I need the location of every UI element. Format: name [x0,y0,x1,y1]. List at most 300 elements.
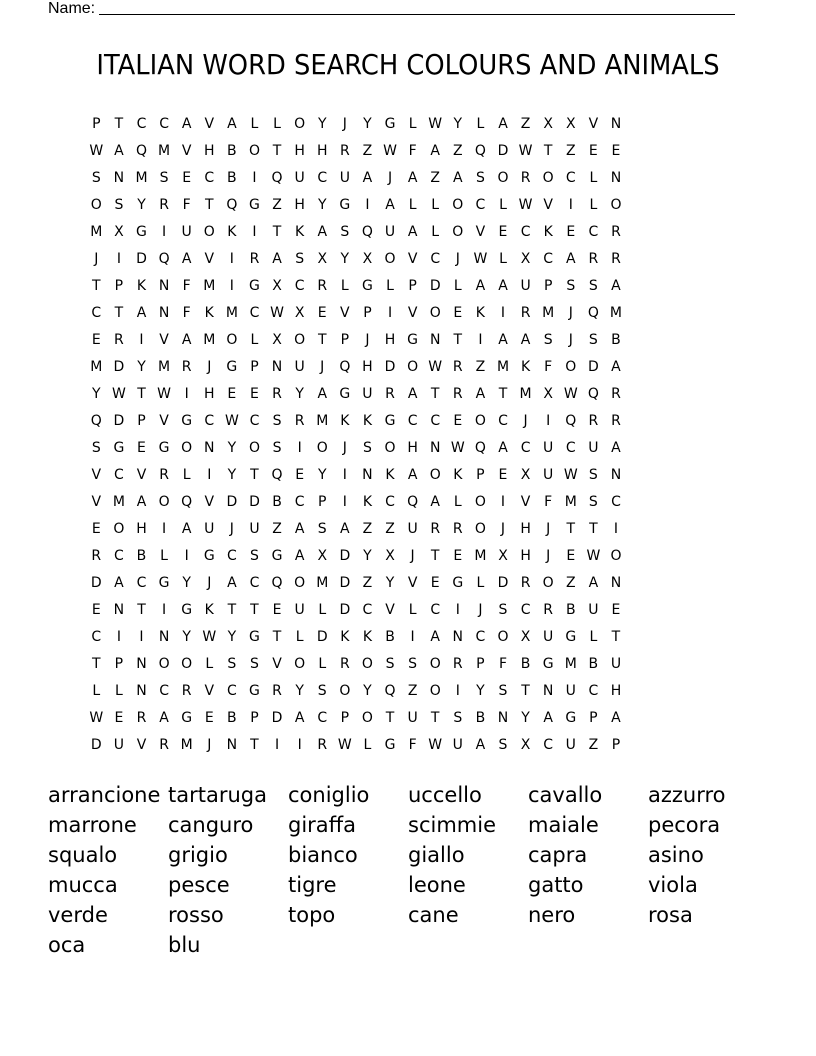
grid-letter: Y [363,548,372,564]
grid-letter: T [137,602,146,618]
grid-letter: Y [182,575,191,591]
grid-row [85,653,627,680]
grid-letter: V [204,251,215,267]
grid-letter: G [271,548,283,564]
grid-letter: C [588,224,599,240]
grid-letter: Q [226,197,238,213]
grid-letter: C [159,683,169,699]
grid-letter: Q [587,305,599,321]
grid-letter: I [252,224,257,240]
grid-letter: P [340,710,350,726]
grid-row [85,221,627,248]
grid-letter: X [520,251,531,267]
grid-letter: P [318,494,327,510]
grid-letter: Y [227,440,237,456]
grid-letter: N [226,737,238,753]
grid-letter: N [158,629,170,645]
grid-letter: Z [362,521,373,537]
grid-letter: O [429,467,441,483]
grid-letter: M [474,548,487,564]
grid-letter: I [365,197,370,213]
grid-letter: O [226,332,238,348]
grid-letter: C [430,413,441,429]
grid-letter: A [181,332,192,348]
grid-letter: N [542,683,554,699]
grid-letter: L [499,197,507,213]
grid-letter: U [113,737,125,753]
grid-letter: J [229,521,234,537]
grid-letter: S [588,467,598,483]
grid-letter: E [453,413,463,429]
grid-letter: N [204,440,215,456]
grid-letter: B [565,602,576,618]
grid-letter: G [136,224,147,240]
grid-row [85,113,627,140]
grid-letter: T [521,683,530,699]
grid-letter: A [114,575,124,591]
grid-letter: G [565,710,577,726]
grid-letter: W [428,116,443,132]
grid-letter: C [159,116,169,132]
grid-row [85,464,627,491]
grid-letter: X [520,467,531,483]
grid-letter: Y [363,116,372,132]
grid-letter: Q [474,440,486,456]
grid-letter: X [317,548,328,564]
grid-letter: I [184,386,189,402]
grid-letter: F [498,656,508,672]
grid-letter: I [139,332,144,348]
grid-letter: P [476,467,485,483]
grid-letter: V [588,116,599,132]
grid-letter: R [339,656,350,672]
grid-letter: S [498,737,508,753]
grid-letter: T [114,116,124,132]
grid-letter: Q [271,575,283,591]
grid-letter: M [158,143,171,159]
grid-letter: Y [363,683,372,699]
grid-letter: C [520,224,531,240]
grid-letter: C [565,170,576,186]
grid-letter: R [272,386,282,402]
grid-letter: K [136,278,147,294]
grid-letter: N [610,575,622,591]
grid-letter: L [453,278,462,294]
grid-letter: I [229,278,234,294]
grid-letter: H [204,143,215,159]
grid-letter: A [340,521,350,537]
grid-letter: V [91,494,102,510]
grid-letter: C [520,602,531,618]
grid-letter: P [476,656,485,672]
word-list-item: giraffa [288,813,357,837]
grid-letter: D [316,629,328,645]
grid-letter: Z [430,170,440,186]
grid-letter: M [225,305,238,321]
grid-letter: A [114,143,124,159]
grid-letter: U [204,521,215,537]
grid-letter: J [523,413,528,429]
grid-letter: V [136,467,147,483]
grid-letter: V [181,143,192,159]
grid-letter: A [136,305,147,321]
grid-letter: O [294,332,306,348]
grid-letter: N [158,305,170,321]
grid-row [85,329,627,356]
grid-letter: E [453,548,463,564]
grid-letter: U [294,170,305,186]
grid-letter: O [610,548,622,564]
grid-letter: N [497,710,509,726]
grid-letter: P [92,116,101,132]
grid-letter: M [316,575,329,591]
grid-letter: Z [362,575,373,591]
grid-row [85,356,627,383]
grid-letter: X [520,737,531,753]
grid-letter: S [272,440,282,456]
word-list-item: coniglio [288,783,370,807]
grid-letter: I [116,251,121,267]
grid-letter: T [498,386,508,402]
grid-letter: E [250,386,259,402]
grid-letter: W [270,305,284,321]
word-list-item: cavallo [528,783,603,807]
grid-letter: Q [90,413,102,429]
grid-letter: H [316,143,328,159]
grid-letter: P [408,278,417,294]
grid-letter: L [273,116,281,132]
grid-letter: A [430,494,440,510]
grid-letter: I [455,602,460,618]
grid-row [85,437,627,464]
grid-letter: I [139,629,144,645]
grid-letter: T [385,710,395,726]
grid-letter: I [613,521,619,537]
grid-letter: R [159,197,169,213]
grid-letter: C [226,683,237,699]
grid-letter: O [90,197,102,213]
grid-letter: L [114,683,123,699]
grid-letter: P [589,710,598,726]
grid-letter: E [566,548,576,564]
grid-letter: O [248,440,260,456]
grid-letter: R [588,413,599,429]
grid-letter: U [407,710,418,726]
grid-letter: J [546,548,551,564]
word-list-item: squalo [48,843,118,867]
grid-letter: K [340,413,350,429]
grid-letter: A [498,278,508,294]
grid-letter: X [543,386,553,402]
grid-letter: O [452,197,464,213]
grid-letter: G [249,278,260,294]
grid-letter: F [182,278,191,294]
grid-letter: V [520,494,531,510]
grid-letter: T [137,386,146,402]
grid-letter: G [249,683,260,699]
grid-letter: R [543,602,554,618]
word-list-item: azzurro [648,783,726,807]
grid-letter: K [204,602,214,618]
grid-letter: Q [361,224,373,240]
grid-letter: C [249,575,260,591]
grid-letter: W [224,413,239,429]
grid-letter: L [431,197,440,213]
grid-letter: X [543,116,553,132]
grid-letter: J [320,359,325,375]
grid-letter: R [159,467,169,483]
grid-letter: U [520,278,531,294]
grid-letter: G [113,440,125,456]
grid-letter: I [297,737,302,753]
grid-letter: V [204,494,215,510]
grid-letter: A [317,224,328,240]
grid-letter: V [407,305,418,321]
grid-letter: C [385,494,395,510]
grid-letter: M [609,305,622,321]
grid-letter: S [475,170,485,186]
grid-row [85,383,627,410]
grid-letter: F [182,197,191,213]
grid-letter: I [162,521,167,537]
grid-letter: D [429,278,441,294]
grid-letter: N [158,278,170,294]
grid-letter: A [565,251,576,267]
grid-letter: D [136,251,147,267]
grid-letter: L [363,737,372,753]
grid-letter: I [207,467,212,483]
grid-letter: O [452,224,464,240]
grid-letter: Y [317,116,327,132]
grid-row [85,248,627,275]
grid-letter: C [249,413,260,429]
grid-letter: J [500,521,506,537]
grid-letter: A [611,278,621,294]
grid-letter: C [136,116,147,132]
grid-letter: U [565,737,576,753]
grid-letter: K [520,359,531,375]
grid-letter: D [90,737,102,753]
grid-letter: A [385,197,395,213]
grid-letter: N [136,656,147,672]
grid-letter: H [294,197,305,213]
grid-letter: O [294,116,306,132]
grid-letter: E [182,170,192,186]
grid-letter: N [271,359,283,375]
grid-letter: O [158,656,170,672]
grid-letter: V [340,305,350,321]
grid-letter: L [182,467,191,483]
grid-letter: M [203,332,216,348]
grid-letter: N [429,440,441,456]
grid-letter: G [226,359,238,375]
word-list-item: uccello [408,783,482,807]
grid-letter: C [498,413,508,429]
grid-letter: O [429,656,441,672]
grid-letter: U [588,440,599,456]
grid-letter: I [116,629,121,645]
grid-letter: C [136,575,147,591]
grid-letter: E [272,602,282,618]
grid-letter: R [317,278,328,294]
grid-letter: O [474,521,486,537]
grid-letter: J [94,251,99,267]
grid-letter: O [294,656,306,672]
grid-row [85,410,627,437]
grid-letter: S [385,656,395,672]
grid-letter: G [384,116,396,132]
grid-letter: K [362,494,373,510]
grid-letter: X [385,548,395,564]
grid-letter: Y [295,386,304,402]
word-list-item: blu [168,933,201,957]
grid-letter: A [136,494,147,510]
grid-letter: B [227,170,237,186]
grid-letter: Z [385,521,395,537]
grid-letter: W [586,548,601,564]
grid-letter: E [137,440,146,456]
grid-letter: A [407,224,418,240]
grid-letter: U [249,521,260,537]
grid-letter: G [203,548,215,564]
grid-letter: M [112,494,125,510]
grid-letter: O [542,575,554,591]
grid-letter: C [226,548,237,564]
grid-letter: L [499,251,507,267]
word-list-item: canguro [168,813,254,837]
grid-letter: U [610,656,622,672]
grid-letter: G [158,575,170,591]
grid-letter: A [317,386,328,402]
grid-letter: L [295,629,304,645]
grid-letter: W [428,737,443,753]
grid-letter: O [565,359,577,375]
grid-letter: U [362,386,373,402]
grid-letter: X [520,629,531,645]
grid-letter: O [429,305,441,321]
grid-letter: X [498,548,508,564]
grid-letter: O [407,359,419,375]
grid-letter: T [92,656,101,672]
word-list-item: tigre [288,873,337,897]
grid-letter: A [543,710,553,726]
grid-letter: S [340,224,350,240]
grid-letter: L [476,116,485,132]
grid-letter: G [565,629,577,645]
grid-letter: K [204,305,214,321]
grid-letter: N [610,116,622,132]
grid-letter: S [588,332,598,348]
grid-letter: W [473,251,488,267]
grid-letter: K [543,224,553,240]
grid-letter: O [361,710,373,726]
grid-letter: E [566,224,576,240]
grid-letter: G [181,413,193,429]
grid-letter: T [92,278,101,294]
grid-letter: S [453,710,463,726]
grid-letter: G [339,386,351,402]
grid-letter: N [452,629,464,645]
grid-letter: R [159,737,169,753]
grid-row [85,707,627,734]
grid-letter: R [611,413,621,429]
grid-letter: Z [407,683,418,699]
word-list-item: rosa [648,903,693,927]
grid-letter: Z [565,575,576,591]
grid-letter: N [610,467,622,483]
grid-letter: R [91,548,102,564]
grid-letter: O [474,413,486,429]
grid-letter: P [363,305,372,321]
word-list-item: asino [648,843,704,867]
grid-letter: R [611,386,621,402]
grid-letter: E [611,602,621,618]
grid-letter: M [519,386,532,402]
grid-letter: J [478,602,483,618]
grid-letter: R [452,521,463,537]
grid-letter: X [294,305,305,321]
grid-letter: V [204,683,215,699]
grid-letter: T [543,143,553,159]
grid-letter: O [181,656,193,672]
grid-letter: A [159,710,169,726]
grid-letter: A [611,710,621,726]
grid-letter: V [159,332,169,348]
grid-letter: L [318,602,327,618]
grid-letter: I [184,548,189,564]
grid-letter: C [407,413,418,429]
grid-letter: R [611,224,621,240]
grid-row [85,572,627,599]
grid-letter: D [90,575,102,591]
grid-letter: O [248,143,260,159]
grid-letter: G [384,413,396,429]
grid-letter: A [272,251,282,267]
grid-letter: Y [182,629,191,645]
grid-letter: K [295,224,305,240]
letter-grid [85,113,627,761]
grid-letter: L [408,197,417,213]
grid-letter: Y [453,116,463,132]
grid-letter: W [111,386,126,402]
grid-letter: W [89,710,104,726]
grid-letter: C [611,494,621,510]
grid-letter: Z [453,143,463,159]
grid-letter: V [543,197,553,213]
grid-letter: W [337,737,352,753]
grid-letter: K [362,629,373,645]
grid-letter: O [113,521,125,537]
grid-letter: N [429,332,441,348]
grid-letter: H [407,440,418,456]
grid-letter: B [520,656,531,672]
grid-letter: X [114,224,124,240]
grid-letter: W [563,386,578,402]
grid-letter: K [475,305,485,321]
grid-letter: T [611,629,621,645]
grid-letter: L [318,656,327,672]
grid-letter: V [475,224,486,240]
grid-letter: U [294,359,305,375]
word-list-item: viola [648,873,698,897]
grid-letter: C [114,548,124,564]
grid-letter: A [407,467,418,483]
grid-letter: P [137,413,146,429]
grid-letter: D [339,575,351,591]
word-list-item: mucca [48,873,118,897]
word-list [48,780,768,960]
grid-letter: R [611,251,621,267]
